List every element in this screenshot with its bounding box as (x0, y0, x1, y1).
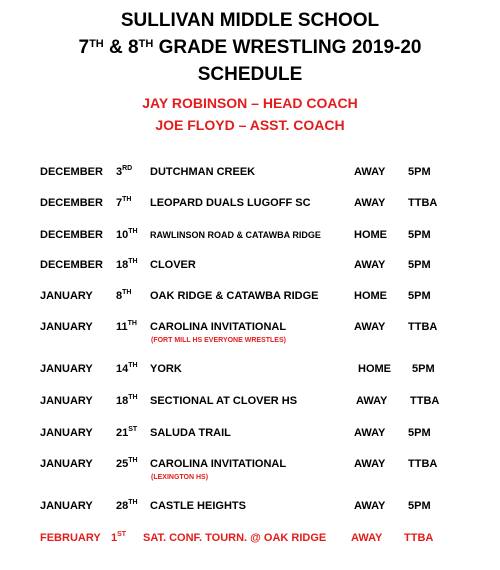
match-row (0, 395, 500, 415)
grade-7: 7 (78, 37, 90, 58)
match-month: JANUARY (40, 363, 93, 375)
day-suffix: TH (127, 320, 137, 327)
match-row (0, 197, 500, 217)
match-row (0, 427, 500, 447)
grade-8: 8 (128, 37, 139, 58)
head-coach: JAY ROBINSON – HEAD COACH (142, 95, 358, 111)
match-day (116, 290, 131, 302)
match-time: 5PM (408, 229, 431, 241)
match-day (116, 166, 132, 178)
match-time: TTBA (408, 197, 438, 209)
match-row (0, 166, 500, 186)
match-time: 5PM (408, 500, 431, 512)
match-day (116, 197, 131, 209)
match-row (0, 320, 500, 344)
day-suffix: TH (128, 228, 138, 235)
grade-8-suffix: TH (138, 38, 154, 50)
match-event: CAROLINA INVITATIONAL (150, 458, 287, 470)
match-event: RAWLINSON ROAD & CATAWBA RIDGE (150, 230, 321, 240)
match-event: SECTIONAL AT CLOVER HS (150, 395, 298, 407)
match-month: JANUARY (40, 500, 93, 512)
day-number: 18 (116, 395, 129, 407)
match-event: LEOPARD DUALS LUGOFF SC (150, 197, 311, 209)
match-month: FEBRUARY (40, 532, 101, 544)
match-month: DECEMBER (40, 197, 103, 209)
match-day (116, 259, 138, 271)
day-number: 3 (116, 166, 123, 178)
match-row (0, 532, 500, 552)
match-time: TTBA (404, 532, 434, 544)
match-time: 5PM (412, 363, 435, 375)
match-month: JANUARY (40, 321, 93, 333)
match-row (0, 259, 500, 279)
match-location: AWAY (354, 197, 386, 209)
match-month: DECEMBER (40, 229, 103, 241)
day-suffix: ST (117, 531, 127, 538)
day-number: 11 (116, 321, 128, 333)
ampersand: & (109, 37, 123, 58)
match-month: JANUARY (40, 427, 93, 439)
day-suffix: TH (128, 258, 138, 265)
match-day (116, 363, 138, 375)
match-time: TTBA (408, 458, 438, 470)
match-row (0, 457, 500, 481)
match-month: JANUARY (40, 395, 93, 407)
match-day (116, 229, 138, 241)
match-time: 5PM (408, 290, 431, 302)
day-number: 10 (116, 229, 129, 241)
match-location: HOME (358, 363, 391, 375)
grade-7-suffix: TH (89, 38, 104, 50)
match-location: AWAY (354, 166, 386, 178)
schedule-heading: SCHEDULE (197, 64, 303, 85)
school-name: SULLIVAN MIDDLE SCHOOL (120, 10, 380, 31)
day-number: 1 (111, 532, 118, 544)
match-location: AWAY (356, 395, 388, 407)
match-event: SALUDA TRAIL (150, 427, 231, 439)
match-row (0, 500, 500, 520)
match-month: JANUARY (40, 458, 93, 470)
match-location: AWAY (354, 500, 386, 512)
day-number: 8 (116, 290, 123, 302)
match-day (116, 427, 137, 439)
day-suffix: TH (128, 457, 138, 464)
match-month: DECEMBER (40, 259, 103, 271)
day-suffix: TH (122, 289, 132, 296)
assistant-coach: JOE FLOYD – ASST. COACH (155, 117, 345, 133)
day-suffix: TH (128, 394, 138, 401)
match-event: SAT. CONF. TOURN. @ OAK RIDGE (143, 532, 327, 544)
match-event: DUTCHMAN CREEK (150, 166, 256, 178)
match-location: HOME (354, 229, 387, 241)
day-number: 21 (116, 427, 129, 439)
match-location: AWAY (354, 259, 386, 271)
day-suffix: TH (122, 196, 132, 203)
day-number: 7 (116, 197, 123, 209)
match-time: TTBA (408, 321, 438, 333)
match-time: 5PM (408, 166, 431, 178)
match-month: DECEMBER (40, 166, 103, 178)
match-note: (LEXINGTON HS) (151, 474, 209, 481)
match-row (0, 229, 500, 249)
match-event: CAROLINA INVITATIONAL (150, 321, 287, 333)
match-day (111, 532, 126, 544)
match-location: AWAY (354, 427, 386, 439)
match-location: HOME (354, 290, 387, 302)
day-suffix: TH (128, 499, 138, 506)
match-row (0, 290, 500, 310)
match-time: 5PM (408, 427, 431, 439)
match-day (116, 395, 138, 407)
match-day (116, 458, 138, 470)
match-row (0, 363, 500, 383)
match-month: JANUARY (40, 290, 93, 302)
match-event: CLOVER (150, 259, 196, 271)
day-suffix: ST (128, 426, 138, 433)
match-day (116, 500, 138, 512)
day-suffix: RD (122, 165, 133, 172)
match-day (116, 321, 137, 333)
day-number: 14 (116, 363, 129, 375)
schedule-title (0, 37, 500, 59)
match-location: AWAY (354, 458, 386, 470)
day-number: 28 (116, 500, 129, 512)
match-time: 5PM (408, 259, 431, 271)
title-rest: GRADE WRESTLING 2019-20 (158, 37, 422, 58)
match-time: TTBA (410, 395, 440, 407)
day-number: 25 (116, 458, 129, 470)
day-number: 18 (116, 259, 129, 271)
day-suffix: TH (128, 362, 138, 369)
match-location: AWAY (351, 532, 383, 544)
match-event: CASTLE HEIGHTS (150, 500, 246, 512)
match-note: (FORT MILL HS EVERYONE WRESTLES) (151, 337, 286, 344)
match-location: AWAY (354, 321, 386, 333)
match-event: OAK RIDGE & CATAWBA RIDGE (150, 290, 319, 302)
match-event: YORK (150, 363, 182, 375)
